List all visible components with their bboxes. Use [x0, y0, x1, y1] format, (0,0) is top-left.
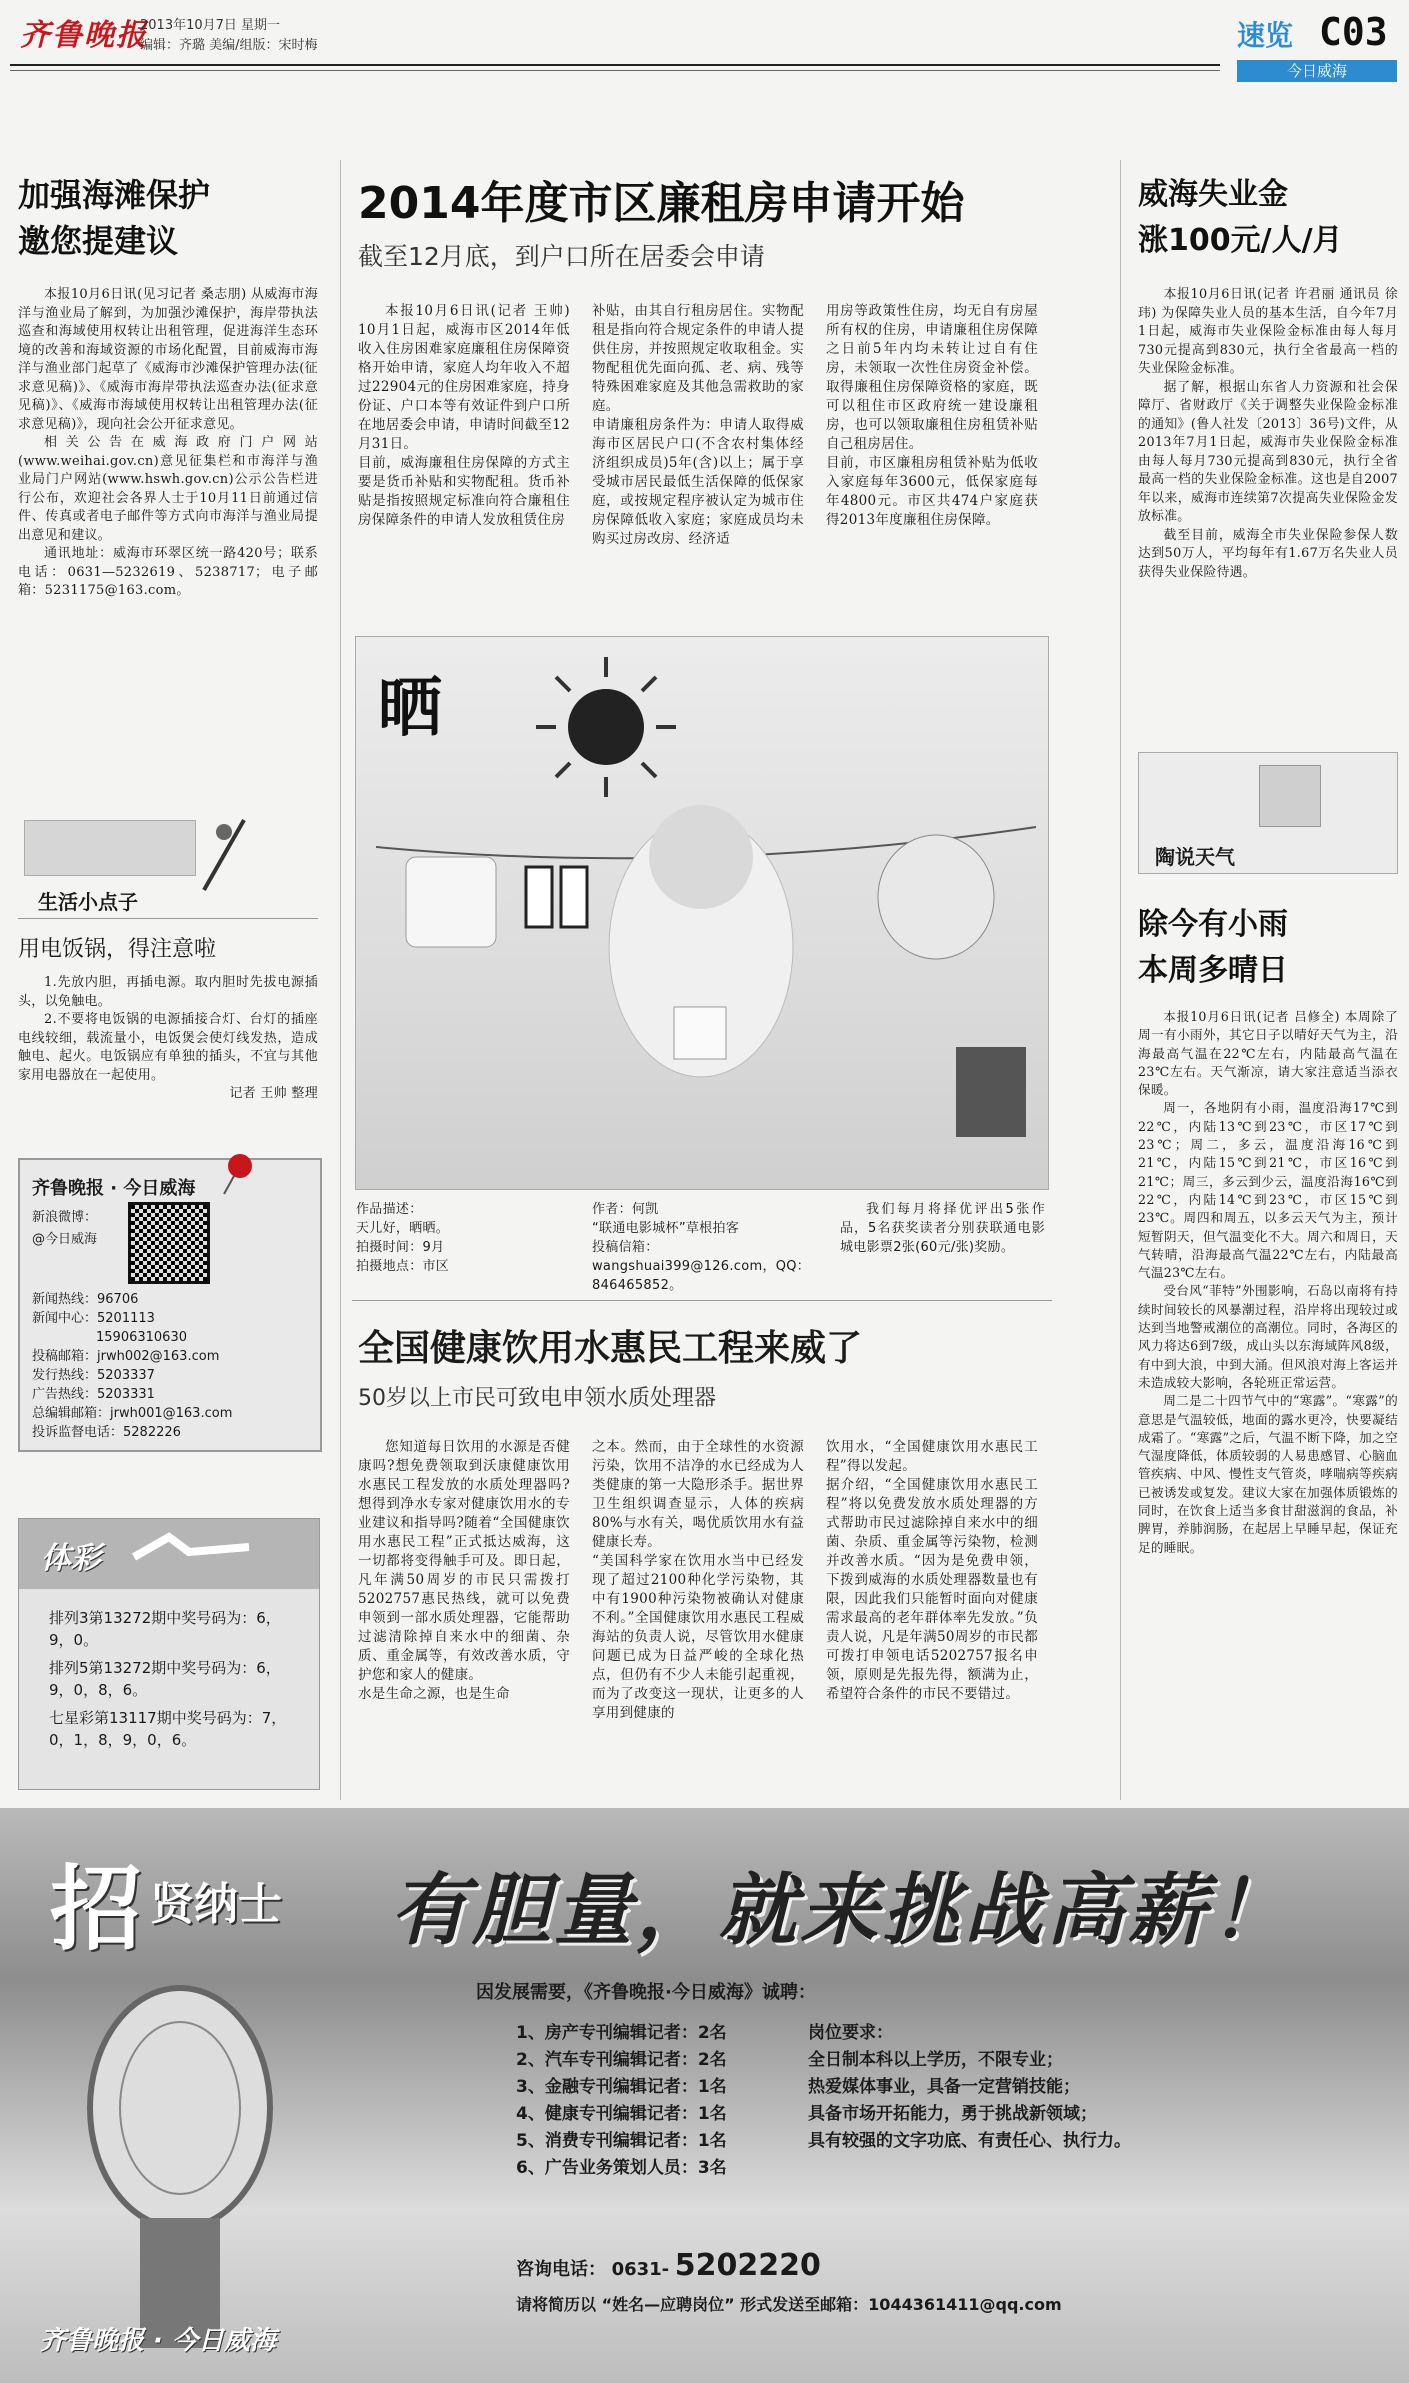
contact-row: 发行热线：5203337	[32, 1368, 155, 1383]
ad-position: 6、广告业务策划人员：3名	[516, 2158, 727, 2178]
lottery-row: 排列3第13272期中奖号码为：6，9，0。	[49, 1609, 281, 1649]
beach-title-line1: 加强海滩保护	[18, 176, 211, 214]
unemployment-paragraph: 截至目前，威海全市失业保险参保人数达到50万人，平均每年有1.67万名失业人员获得失业保险待遇。	[1138, 527, 1398, 580]
contact-row: 15906310630	[96, 1330, 187, 1345]
photo-caption-prize: 我们每月将择优评出5张作品，5名获奖读者分别获联通电影城电影票2张(60元/张)奖励。	[840, 1202, 1045, 1255]
clothesline-scene	[356, 787, 1048, 1187]
reporter-avatar	[1259, 765, 1321, 827]
unemployment-title-line2: 涨100元/人/月	[1138, 223, 1343, 258]
contact-row: 新闻热线：96706	[32, 1292, 139, 1307]
weather-title-line1: 除今有小雨	[1138, 907, 1288, 942]
lottery-list	[49, 1607, 289, 1751]
lottery-row: 排列5第13272期中奖号码为：6，9，0，8，6。	[49, 1659, 281, 1699]
section-name: 速览	[1237, 19, 1294, 52]
ad-intro: 因发展需要，《齐鲁晚报·今日威海》诚聘：	[476, 1982, 816, 2003]
column-divider	[340, 160, 341, 1800]
contact-row: 投稿邮箱：jrwh002@163.com	[32, 1349, 220, 1364]
tips-rule	[18, 918, 318, 919]
ad-big-char: 招	[50, 1855, 143, 1963]
contact-row: 总编辑邮箱：jrwh001@163.com	[32, 1406, 233, 1421]
tips-banner-bg	[24, 820, 196, 876]
weather-article	[1138, 902, 1398, 1557]
ad-requirements	[808, 2020, 1131, 2155]
ad-req-title: 岗位要求：	[808, 2023, 893, 2043]
contact-title: 齐鲁晚报 · 今日威海	[32, 1178, 196, 1199]
page-number: C03	[1319, 10, 1388, 54]
ad-position: 4、健康专刊编辑记者：1名	[516, 2104, 727, 2124]
water-column-2: 之本。然而，由于全球性的水资源污染，饮用不洁净的水已经成为人类健康的第一大隐形杀手。据世界卫生组织调查显示，人体的疾病80%与水有关，喝优质饮用水有益健康长寿。 “美国科学家在饮用水当中已经发现了超过2100种化学污染物，其中有1900种污染物被确认对健康不利。”全国健康饮用水惠民工程威海站的负责人说，尽管饮用水健康问题已成为日益严峻的全球化热点，但仍有不少人未能引起重视，而为了改变这一现状，让更多的人享用到健康的	[592, 1439, 804, 1721]
water-subheadline: 50岁以上市民可致电申领水质处理器	[358, 1386, 716, 1411]
newspaper-logo: 齐鲁晚报	[20, 18, 148, 53]
unemployment-title-line1: 威海失业金	[1138, 177, 1288, 212]
weibo-label: 新浪微博：	[32, 1210, 98, 1225]
ad-requirement: 热爱媒体事业，具备一定营销技能；	[808, 2077, 1080, 2097]
tips-paragraph: 2.不要将电饭锅的电源插接合灯、台灯的插座电线较细，载流量小，电饭煲会使灯线发热，造成触电、起火。电饭锅应有单独的插头，不宜与其他家用电器放在一起使用。	[18, 1012, 318, 1083]
ad-footer-logo: 齐鲁晚报 · 今日威海	[40, 2326, 276, 2356]
recruitment-ad	[0, 1808, 1409, 2383]
lottery-row: 七星彩第13117期中奖号码为：7，0，1，8，9，0，6。	[49, 1709, 287, 1749]
unemployment-paragraph: 本报10月6日讯(记者 许君丽 通讯员 徐玮) 为保障失业人员的基本生活，自今年7月1日起，威海市失业保险金标准由每人每月730元提高到830元，执行全省最高一档的失业保险金标准。	[1138, 287, 1398, 376]
beach-article	[18, 172, 318, 601]
ad-requirement: 具有较强的文字功底、有责任心、执行力。	[808, 2131, 1131, 2151]
tips-article	[18, 934, 318, 1104]
water-headline: 全国健康饮用水惠民工程来威了	[358, 1328, 863, 1369]
weather-paragraph: 本报10月6日讯(记者 吕修全) 本周除了周一有小雨外，其它日子以晴好天气为主，沿海最高气温在22℃左右，内陆最高气温在23℃左右。天气渐凉，请大家注意适当添衣保暖。	[1138, 1009, 1398, 1098]
photo-caption-author: 作者：何凯 “联通电影城杯”草根拍客 投稿信箱：wangshuai399@126.com，QQ：846465852。	[592, 1202, 811, 1293]
photo-badge: 晒	[378, 672, 442, 746]
ad-email-line: 请将简历以 “姓名—应聘岗位” 形式发送至邮箱：1044361411@qq.com	[516, 2295, 1062, 2314]
housing-column-1: 本报10月6日讯(记者 王帅) 10月1日起，威海市区2014年低收入住房困难家庭廉租住房保障资格开始申请，家庭人均年收入不超过22904元的住房困难家庭，持身份证、户口本等有效证件到户口所在地居委会申请，申请时间截至12月31日。 目前，威海廉租住房保障的方式主要是货币补贴和实物配租。货币补贴是指按照规定标准向符合廉租住房保障条件的申请人发放租赁住房	[358, 303, 570, 528]
sun-icon	[506, 637, 706, 807]
weather-paragraph: 受台风“菲特”外围影响，石岛以南将有持续时间较长的风暴潮过程，沿岸将出现较过或达到当地警戒潮位的高潮位。同时，各海区的风力将达6到7级，成山头以东海域阵风8级，有中到大浪，中到大涌。但风浪对海上客运并未造成较大影响，各轮班正常运营。	[1138, 1283, 1398, 1390]
beach-paragraph: 相关公告在威海政府门户网站(www.weihai.gov.cn)意见征集栏和市海洋与渔业局门户网站(www.hswh.gov.cn)公示公告栏进行公布，欢迎社会各界人士于10月11日前通过信件、传真或者电子邮件等方式向市海洋与渔业局提出意见和建议。	[18, 435, 318, 543]
tips-title: 用电饭锅，得注意啦	[18, 937, 217, 962]
weather-paragraph: 周一，各地阴有小雨，温度沿海17℃到22℃，内陆13℃到23℃，市区17℃到23℃；周二，多云，温度沿海16℃到21℃，内陆15℃到21℃，市区16℃到21℃；周三，多云到少云，温度沿海16℃到22℃，内陆14℃到23℃，市区15℃到23℃。周四和周五，以多云天气为主，预计短暂阴天，但气温变化不大。周六和周日，天气转晴，沿海最高气温22℃左右，内陆最高气温23℃左右。	[1138, 1100, 1398, 1281]
ad-phone-prefix: 0631-	[611, 2259, 670, 2280]
header-rule	[10, 64, 1220, 66]
tips-label: 生活小点子	[38, 890, 138, 914]
weather-paragraph: 周二是二十四节气中的“寒露”。“寒露”的意思是气温较低，地面的露水更冷，快要凝结成霜了。“寒露”之后，气温不断下降，加之空气湿度降低，体质较弱的人易患感冒、心脑血管疾病、中风、慢性支气管炎，哮喘病等疾病已被诱发或复发。建议大家在加强体质锻炼的同时，在饮食上适当多食甘甜滋润的食品，补脾胃，养肺润肠，在起居上早睡早起，保证充足的睡眠。	[1138, 1393, 1398, 1555]
lottery-title: 体彩	[41, 1541, 101, 1576]
ad-position: 5、消费专刊编辑记者：1名	[516, 2131, 727, 2151]
photo-caption-description: 作品描述： 天儿好，晒晒。 拍摄时间：9月 拍摄地点：市区	[356, 1202, 450, 1274]
ad-position: 2、汽车专刊编辑记者：2名	[516, 2050, 727, 2070]
weibo-handle: @今日威海	[32, 1232, 98, 1247]
housing-subheadline: 截至12月底，到户口所在居委会申请	[358, 242, 765, 271]
beach-title-line2: 邀您提建议	[18, 222, 179, 260]
housing-column-2: 补贴，由其自行租房居住。实物配租是指向符合规定条件的申请人提供住房，并按照规定收取租金。实物配租优先面向孤、老、病、残等特殊困难家庭及其他急需救助的家庭。 申请廉租房条件为：申请人取得威海市区居民户口(不含农村集体经济组织成员)5年(含)以上；属于享受城市居民最低生活保障的低保家庭，或按规定程序被认定为城市住房保障低收入家庭；家庭成员均未购买过房改房、经济适	[592, 303, 804, 547]
sundial-icon	[30, 1968, 330, 2358]
housing-column-3: 用房等政策性住房，均无自有房屋所有权的住房，申请廉租住房保障之日前5年内均未转让过自有住房，未领取一次性住房资金补偿。取得廉租住房保障资格的家庭，既可以租住市区政府统一建设廉租房，也可以领取廉租住房租赁补贴自己租房居住。 目前，市区廉租房租赁补贴为低收入家庭每年3600元，低保家庭每年4800元。市区共474户家庭获得2013年度廉租住房保障。	[826, 303, 1038, 528]
contact-list	[32, 1290, 312, 1442]
issue-date: 2013年10月7日 星期一	[140, 18, 281, 33]
editor-credits: 编辑：齐璐 美编/组版：宋时梅	[140, 38, 318, 53]
ad-phone-label: 咨询电话：	[516, 2259, 606, 2280]
water-column-1: 您知道每日饮用的水源是否健康吗?想免费领取到沃康健康饮用水惠民工程发放的水质处理器吗?想得到净水专家对健康饮用水的专业建议和指导吗?随着“全国健康饮用水惠民工程”正式抵达威海，这一切都将变得触手可及。即日起，凡年满50周岁的市民只需拨打5202757惠民热线，就可以免费申领到一部水质处理器，它能帮助过滤清除掉自来水中的细菌、杂质、重金属等，有效改善水质，守护您和家人的健康。 水是生命之源，也是生命	[358, 1439, 570, 1702]
tips-paragraph: 1.先放内胆，再插电源。取内胆时先拔电源插头，以免触电。	[18, 975, 318, 1009]
column-divider	[1120, 160, 1121, 1800]
header-rule-thin	[10, 70, 1220, 71]
contact-row: 投诉监督电话：5282226	[32, 1425, 181, 1440]
unemployment-paragraph: 据了解，根据山东省人力资源和社会保障厅、省财政厅《关于调整失业保险金标准的通知》(鲁人社发〔2013〕36号)文件，从2013年7月1日起，威海市失业保险金标准由每人每月730元提高到830元，执行全省最高一档的失业保险金标准。这也是自2007年以来，威海市连续第7次提高失业保险金发放标准。	[1138, 379, 1398, 524]
ad-position: 1、房产专刊编辑记者：2名	[516, 2023, 727, 2043]
qr-code-icon	[128, 1202, 210, 1284]
ad-slogan: 有胆量，就来挑战高薪！	[390, 1866, 1293, 1956]
ad-position: 3、金融专刊编辑记者：1名	[516, 2077, 727, 2097]
ad-positions	[516, 2020, 727, 2182]
weather-banner	[1138, 752, 1398, 874]
tips-credit: 记者 王帅 整理	[229, 1086, 318, 1101]
weather-label: 陶说天气	[1155, 845, 1235, 869]
unemployment-article	[1138, 172, 1398, 582]
weather-title-line2: 本周多晴日	[1138, 953, 1288, 988]
lottery-logo-icon	[129, 1527, 259, 1577]
lottery-box	[18, 1518, 320, 1790]
water-column-3: 饮用水，“全国健康饮用水惠民工程”得以发起。 据介绍，“全国健康饮用水惠民工程”将以免费发放水质处理器的方式帮助市民过滤除掉自来水中的细菌、杂质、重金属等污染物，检测并改善水质。“因为是免费申领，下拨到威海的水质处理器数量也有限，因此我们只能暂时面向对健康需求最高的老年群体率先发放。”负责人说，凡是年满50周岁的市民都可拨打申领电话5202757报名申领，原则是先报先得，额满为止，希望符合条件的市民不要错过。	[826, 1439, 1038, 1702]
ad-phone-line	[516, 2248, 821, 2283]
housing-headline: 2014年度市区廉租房申请开始	[358, 178, 965, 229]
section-subtitle: 今日威海	[1237, 60, 1397, 82]
contact-box	[18, 1158, 322, 1452]
ad-small-chars: 贤纳士	[150, 1879, 282, 1930]
pushpin-icon	[218, 1148, 258, 1198]
contact-row: 新闻中心：5201113	[32, 1311, 155, 1326]
ad-phone-number: 5202220	[674, 2248, 821, 2283]
ad-requirement: 全日制本科以上学历，不限专业；	[808, 2050, 1063, 2070]
tips-banner	[18, 810, 318, 920]
beach-paragraph: 通讯地址：威海市环翠区统一路420号；联系电话：0631—5232619、5238717；电子邮箱：5231175@163.com。	[18, 546, 318, 598]
section-header	[1219, 6, 1409, 84]
contact-row: 广告热线：5203331	[32, 1387, 155, 1402]
pencil-icon	[194, 810, 254, 900]
section-rule	[352, 1300, 1052, 1301]
ad-requirement: 具备市场开拓能力，勇于挑战新领域；	[808, 2104, 1097, 2124]
baby-photo	[355, 636, 1049, 1190]
beach-paragraph: 本报10月6日讯(见习记者 桑志朋) 从威海市海洋与渔业局了解到，为加强沙滩保护，海岸带执法巡查和海域使用权转让出租管理，促进海洋生态环境的改善和海域资源的市场化配置，目前威海市海洋与渔业部门起草了《威海市沙滩保护管理办法(征求意见稿)》、《威海市海岸带执法巡查办法(征求意见稿)》、《威海市海域使用权转让出租管理办法(征求意见稿)》，现向社会公开征求意见。	[18, 287, 318, 432]
